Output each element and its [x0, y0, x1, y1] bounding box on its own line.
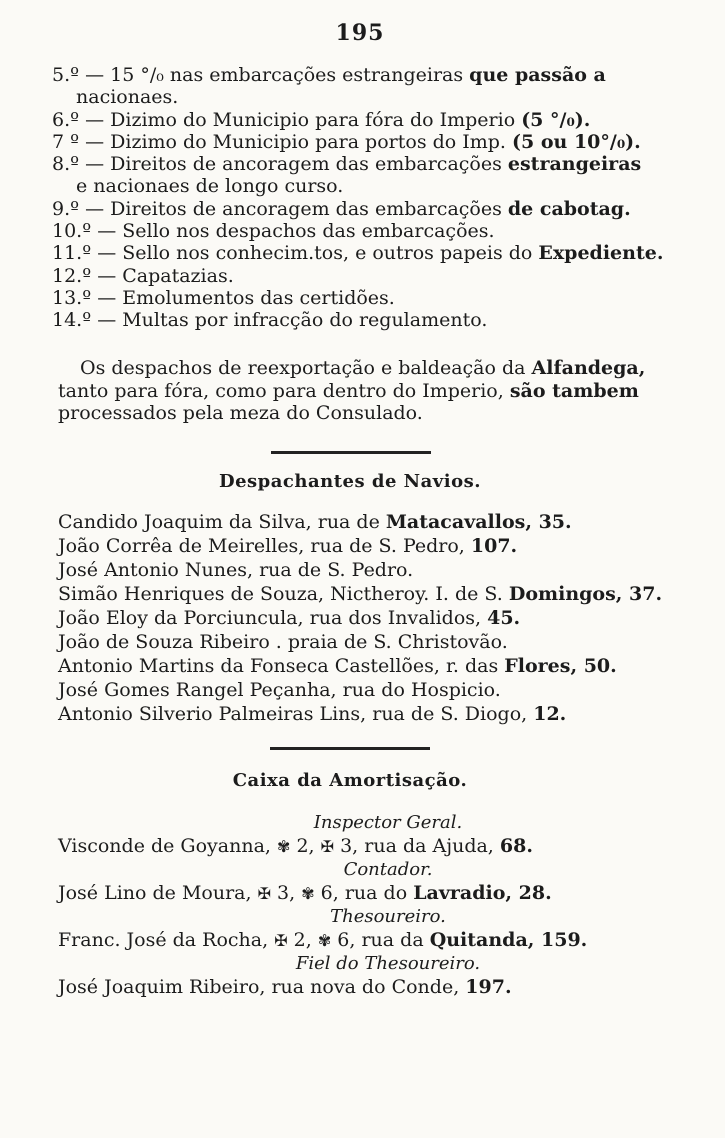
- list-item: Antonio Martins da Fonseca Castellões, r. das Flores, 50.: [58, 655, 617, 677]
- list-item: José Antonio Nunes, rua de S. Pedro.: [58, 559, 414, 581]
- list-item: 12.º — Capatazias.: [52, 264, 234, 287]
- list-item: 9.º — Direitos de ancoragem das embarcações de cabotag.: [52, 197, 631, 220]
- section-divider: [270, 747, 430, 750]
- list-item: 11.º — Sello nos conhecim.tos, e outros papeis do Expediente.: [52, 242, 664, 265]
- despachantes-list: [58, 510, 663, 726]
- rose-icon: ✾: [301, 884, 315, 903]
- rose-icon: ✾: [317, 931, 332, 950]
- list-item: João Corrêa de Meirelles, rua de S. Pedro, 107.: [58, 535, 518, 557]
- person-entry: Visconde de Goyanna, ✾ 2, ✠ 3, rua da Ajuda, 68.: [58, 835, 533, 857]
- list-item: José Gomes Rangel Peçanha, rua do Hospicio.: [58, 679, 501, 701]
- page-number: 195: [335, 20, 385, 46]
- list-item: Candido Joaquim da Silva, rua de Matacavallos, 35.: [58, 511, 572, 533]
- caixa-title: Caixa da Amortisação.: [232, 770, 468, 791]
- person-entry: José Joaquim Ribeiro, rua nova do Conde, 197.: [58, 976, 512, 998]
- person-entry: Franc. José da Rocha, ✠ 2, ✾ 6, rua da Quitanda, 159.: [58, 929, 588, 951]
- role-title: Contador.: [343, 859, 433, 880]
- cross-icon: ✠: [320, 837, 335, 856]
- role-title: Fiel do Thesoureiro.: [295, 953, 481, 974]
- list-item: 10.º — Sello nos despachos das embarcações.: [52, 220, 495, 243]
- list-item: 8.º — Direitos de ancoragem das embarcações estrangeiras e nacionaes de longo curso.: [52, 153, 642, 198]
- reexport-paragraph: Os despachos de reexportação e baldeação da Alfandega, tanto para fóra, como para dentro do Imperio, são tambem processados pela meza do Consulado.: [58, 357, 646, 424]
- list-item: 5.º — 15 °/₀ nas embarcações estrangeiras que passão a nacionaes.: [52, 64, 606, 109]
- role-title: Inspector Geral.: [313, 812, 463, 833]
- list-item: 7 º — Dizimo do Municipio para portos do Imp. (5 ou 10°/₀).: [52, 130, 641, 153]
- list-item: 6.º — Dizimo do Municipio para fóra do Imperio (5 °/₀).: [52, 108, 591, 131]
- revenue-items-list: [52, 64, 664, 332]
- list-item: João Eloy da Porciuncula, rua dos Invalidos, 45.: [58, 607, 521, 629]
- person-entry: José Lino de Moura, ✠ 3, ✾ 6, rua do Lavradio, 28.: [58, 882, 552, 904]
- caixa-list: [58, 812, 658, 999]
- list-item: 13.º — Emolumentos das certidões.: [52, 286, 395, 309]
- list-item: Simão Henriques de Souza, Nictheroy. I. de S. Domingos, 37.: [58, 583, 663, 605]
- list-item: 14.º — Multas por infracção do regulamento.: [52, 309, 488, 332]
- rose-icon: ✾: [276, 837, 291, 856]
- role-title: Thesoureiro.: [330, 906, 446, 927]
- despachantes-title: Despachantes de Navios.: [218, 471, 482, 492]
- cross-icon: ✠: [274, 931, 288, 950]
- section-divider: [271, 451, 431, 454]
- cross-icon: ✠: [257, 884, 271, 903]
- list-item: João de Souza Ribeiro . praia de S. Christovão.: [58, 631, 508, 653]
- list-item: Antonio Silverio Palmeiras Lins, rua de S. Diogo, 12.: [58, 703, 567, 725]
